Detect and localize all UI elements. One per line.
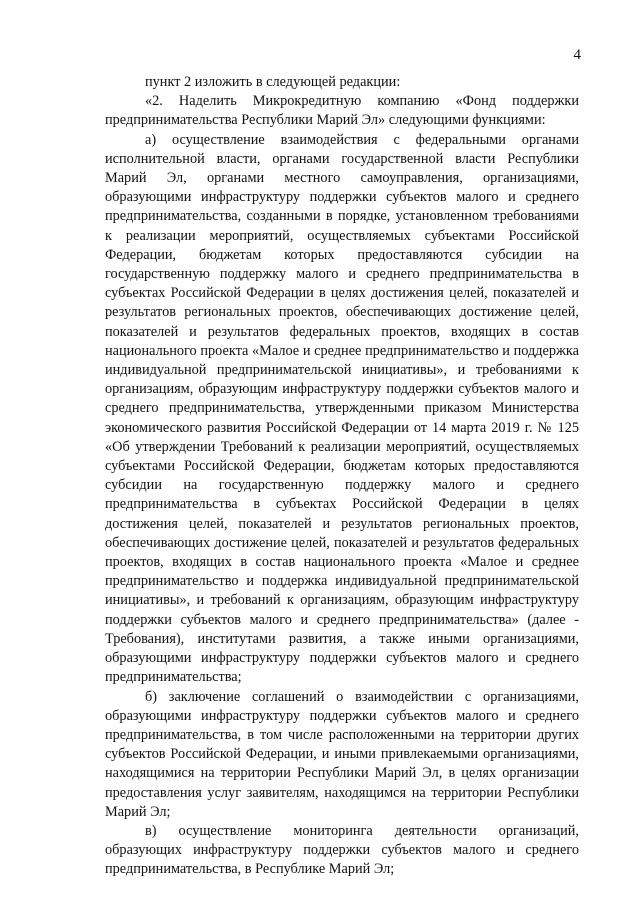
clause-2-paragraph: «2. Наделить Микрокредитную компанию «Фонд поддержки предпринимательства Республики Марий Эл» следующими функциями: [105,93,579,129]
document-body [105,73,579,880]
subclause-b-paragraph: б) заключение соглашений о взаимодействии с организациями, образующими инфраструктуру поддержки субъектов малого и среднего предпринимательства, в том числе расположенными на территории других субъектов Российской Федерации, и иными привлекаемыми организациями, находящимися на территории Республики Марий Эл, в целях организации предоставления услуг заявителям, находящимся на территории Республики Марий Эл; [105,688,579,820]
subclause-a-paragraph: а) осуществление взаимодействия с федеральными органами исполнительной власти, органами государственной власти Республики Марий Эл, органами местного самоуправления, организациями, образующими инфраструктуру поддержки субъектов малого и среднего предпринимательства, созданными в порядке, установленном требованиями к реализации мероприятий, осуществляемых субъектами Российской Федерации, бюджетам которых предоставляются субсидии на государственную поддержку малого и среднего предпринимательства в субъектах Российской Федерации в целях достижения целей, показателей и результатов региональных проектов, обеспечивающих достижение целей, показателей и результатов федеральных проектов, входящих в состав национального проекта «Малое и среднее предпринимательство и поддержка индивидуальной предпринимательской инициативы», и требованиями к организациям, образующим инфраструктуру поддержки субъектов малого и среднего предпринимательства, утвержденными приказом Министерства экономического развития Российской Федерации от 14 марта 2019 г. № 125 «Об утверждении Требований к реализации мероприятий, осуществляемых субъектами Российской Федерации, бюджетам которых предоставляются субсидии на государственную поддержку малого и среднего предпринимательства в субъектах Российской Федерации в целях достижения целей, показателей и результатов региональных проектов, обеспечивающих достижение целей, показателей и результатов федеральных проектов, входящих в состав национального проекта «Малое и среднее предпринимательство и поддержка индивидуальной предпринимательской инициативы», и требований к организациям, образующим инфраструктуру поддержки субъектов малого и среднего предпринимательства» (далее - Требования), институтами развития, а также иными организациями, образующими инфраструктуру поддержки субъектов малого и среднего предпринимательства; [105,131,579,686]
page-number: 4 [573,47,581,63]
intro-paragraph: пункт 2 изложить в следующей редакции: [145,74,401,90]
subclause-v-paragraph: в) осуществление мониторинга деятельности организаций, образующих инфраструктуру поддержки субъектов малого и среднего предпринимательства, в Республике Марий Эл; [105,822,579,878]
